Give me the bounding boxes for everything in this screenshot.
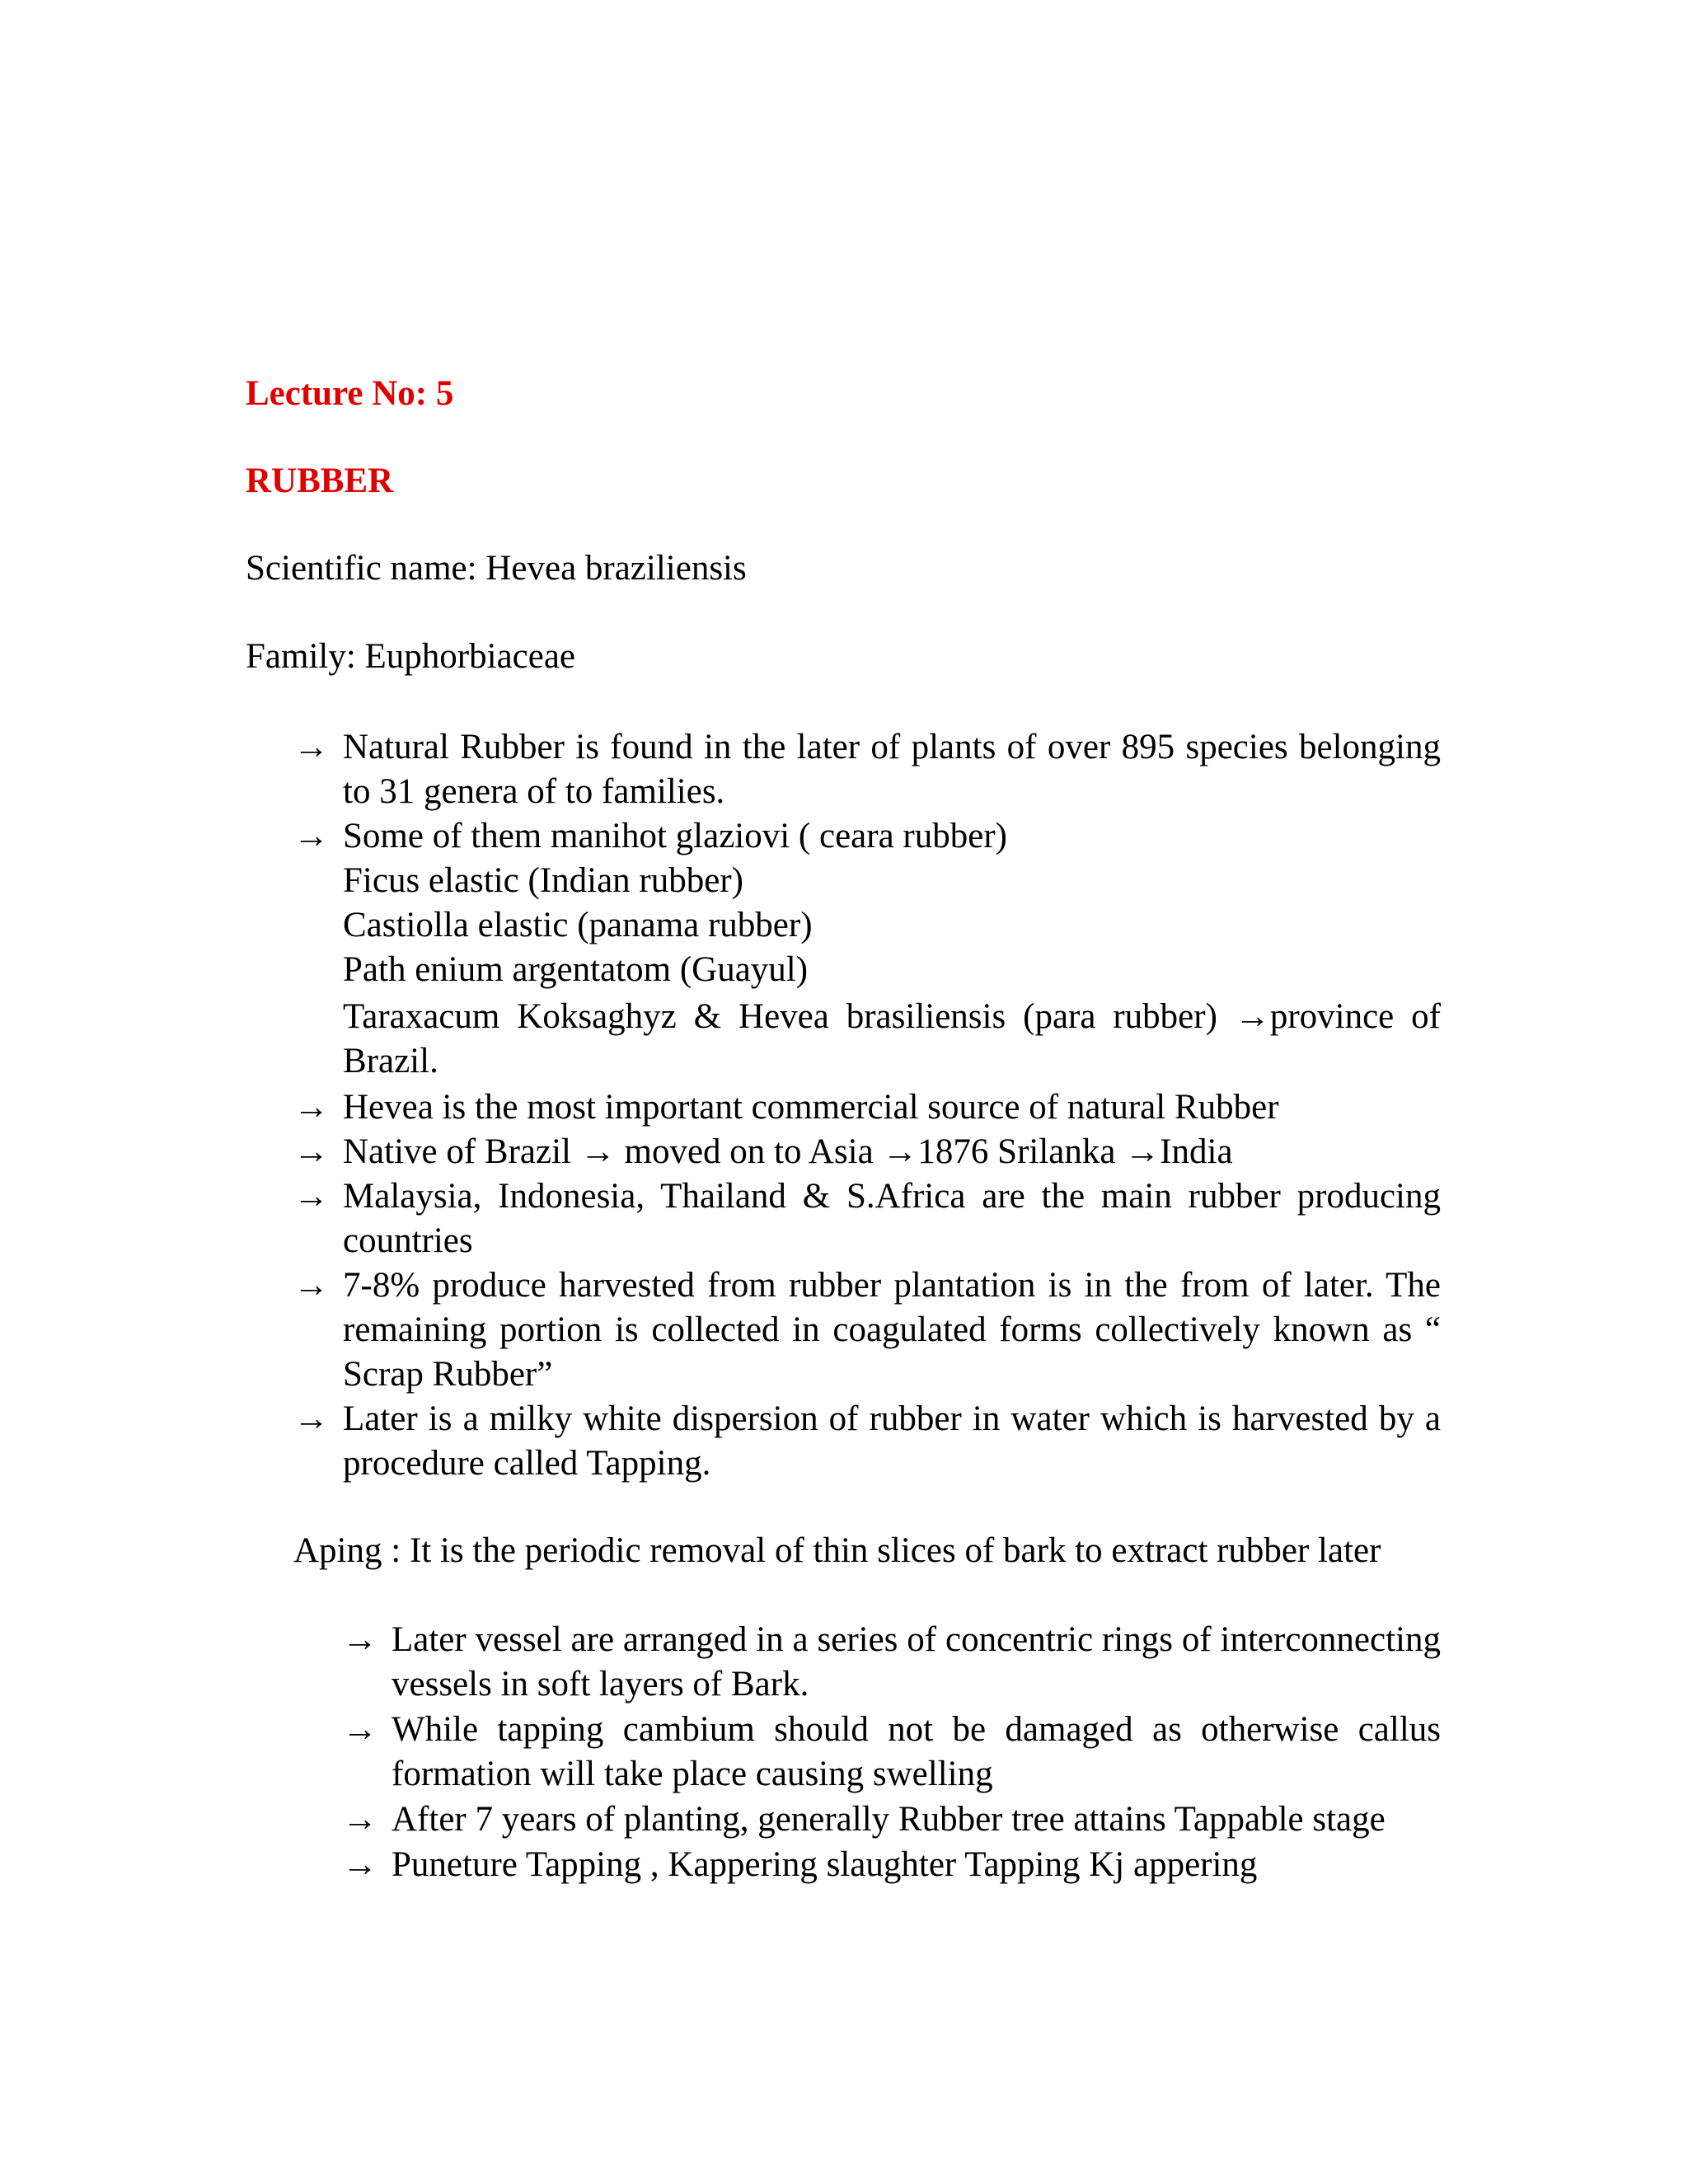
arrow-icon: → [342, 1800, 377, 1839]
species-line: Castiolla elastic (panama rubber) [343, 906, 813, 944]
arrow-icon: → [342, 1710, 377, 1749]
list-item-text: Later is a milky white dispersion of rubber in water which is harvested by a procedure called Tapping. [343, 1399, 1441, 1483]
list-item [293, 1263, 1441, 1397]
list-item-text: Native of Brazil → moved on to Asia →1876 Srilanka →India [343, 1132, 1233, 1171]
list-item-text: Some of them manihot glaziovi ( ceara rubber) [343, 817, 1007, 855]
arrow-icon: → [293, 1399, 329, 1438]
list-item [293, 1397, 1441, 1486]
list-item [293, 1174, 1441, 1263]
arrow-icon: → [293, 728, 329, 766]
arrow-icon: → [293, 1088, 329, 1127]
list-item-text: Malaysia, Indonesia, Thailand & S.Africa are the main rubber producing countries [343, 1177, 1441, 1260]
page-title: RUBBER [246, 462, 394, 500]
tapping-list [342, 1618, 1441, 1887]
list-item [293, 725, 1441, 814]
species-line: Ficus elastic (Indian rubber) [343, 861, 743, 900]
scientific-name-line: Scientific name: Hevea braziliensis [246, 549, 747, 588]
arrow-icon: → [342, 1845, 377, 1884]
arrow-icon: → [293, 817, 329, 855]
arrow-icon: → [293, 1132, 329, 1171]
species-line: Path enium argentatom (Guayul) [343, 950, 809, 989]
list-item [342, 1843, 1441, 1887]
list-item [293, 814, 1441, 1084]
list-item-text: Hevea is the most important commercial source of natural Rubber [343, 1088, 1279, 1127]
lecture-number-heading: Lecture No: 5 [246, 374, 454, 413]
list-item-text: Natural Rubber is found in the later of plants of over 895 species belonging to 31 genera of to families. [343, 728, 1441, 811]
list-item [342, 1797, 1441, 1842]
list-item [342, 1618, 1441, 1707]
arrow-icon: → [293, 1177, 329, 1216]
arrow-icon: → [342, 1620, 377, 1659]
list-item-text: Puneture Tapping , Kappering slaughter Tapping Kj appering [392, 1845, 1258, 1884]
species-line: Taraxacum Koksaghyz & Hevea brasiliensis (para rubber) →province of Brazil. [343, 997, 1441, 1080]
list-item [293, 1085, 1441, 1130]
list-item-text: Later vessel are arranged in a series of concentric rings of interconnecting vessels in soft layers of Bark. [392, 1620, 1441, 1704]
arrow-icon: → [293, 1266, 329, 1305]
list-item [293, 1130, 1441, 1174]
list-item-text: After 7 years of planting, generally Rubber tree attains Tappable stage [392, 1800, 1386, 1839]
list-item-text: While tapping cambium should not be damaged as otherwise callus formation will take place causing swelling [392, 1710, 1441, 1793]
family-line: Family: Euphorbiaceae [246, 637, 575, 676]
aping-paragraph: Aping : It is the periodic removal of thin slices of bark to extract rubber later [293, 1531, 1381, 1570]
rubber-facts-list [293, 725, 1441, 1486]
list-item-text: 7-8% produce harvested from rubber plantation is in the from of later. The remaining portion is collected in coagulated forms collectively known as “ Scrap Rubber” [343, 1266, 1441, 1394]
list-item [342, 1708, 1441, 1797]
